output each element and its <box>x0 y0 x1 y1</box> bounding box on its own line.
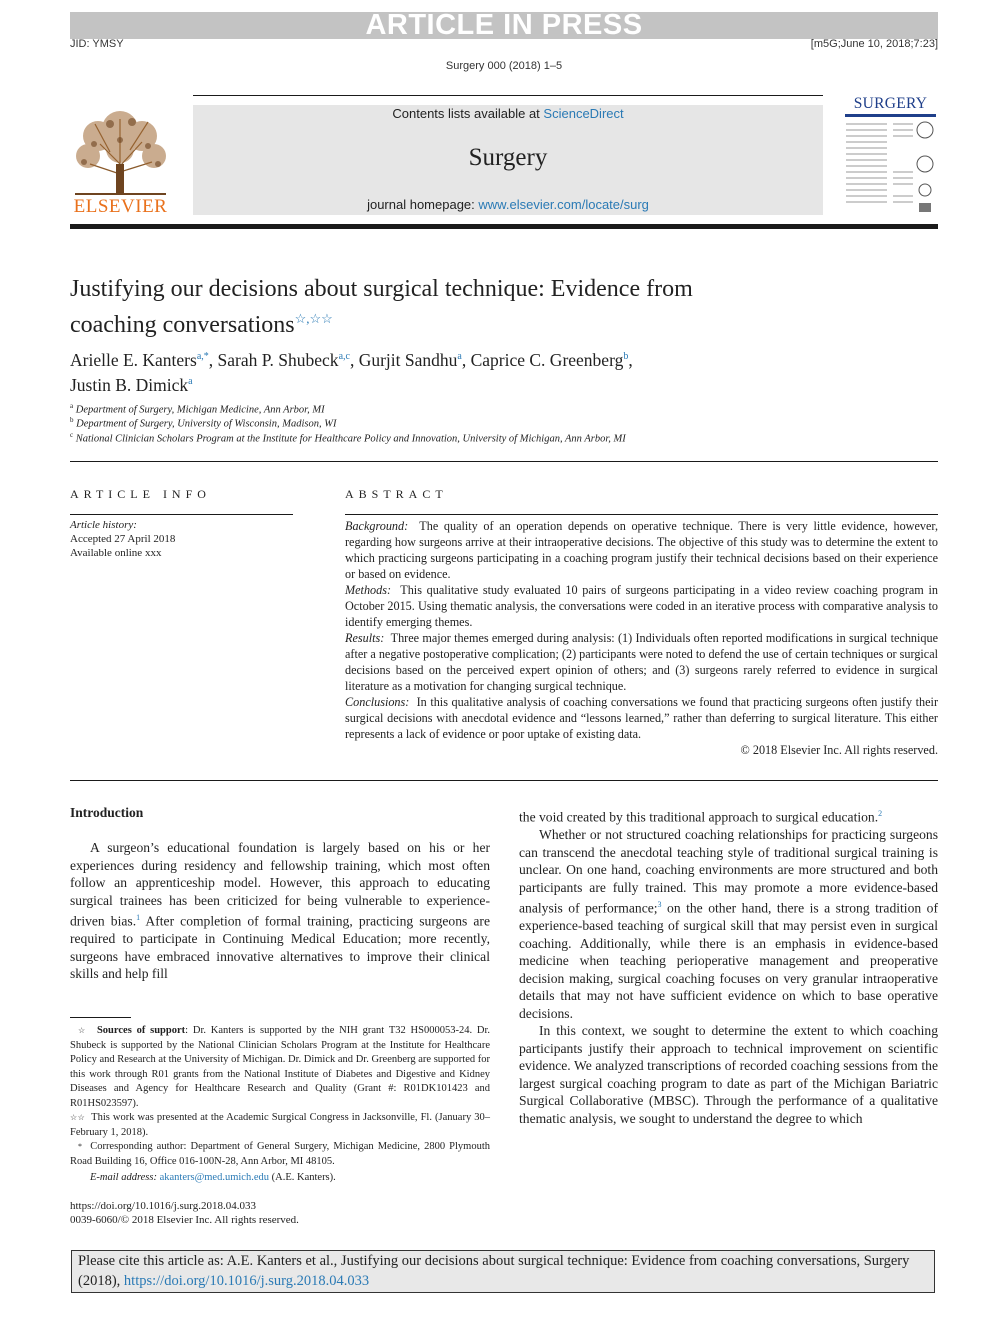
affiliation-text: Department of Surgery, Michigan Medicine, Ann Arbor, MI <box>75 404 325 416</box>
paragraph <box>519 826 938 1022</box>
cover-contents-icon <box>843 112 938 214</box>
abstract-text: Three major themes emerged during analysis: (1) Individuals often reported modifications in surgical technique after a negative postoperative complication; (2) participants were noted to defend the use of certain techniques or surgical decisions based on the perceived expert opinion of others; and (3) surgeons rarely referred to evidence in surgical literature as a motivation for changing surgical technique. <box>345 631 939 693</box>
abstract-methods <box>345 582 938 630</box>
article-title <box>70 274 830 340</box>
article-history <box>70 518 175 560</box>
abstract-background <box>345 518 938 582</box>
author-name: Justin B. Dimick <box>70 374 189 395</box>
footnote-text: : Dr. Kanters is supported by the NIH grant T32 HS000053-24. Dr. Shubeck is supported by the National Clinician Scholars Program at the Institute for Healthcare Policy and Research at the University of Michigan. Dr. Dimick and Dr. Greenberg are supported for this work through R01 grants from the National Institute of Diabetes and Digestive and Kidney Diseases and Agency for Healthcare Research and Quality (Grant #: R01DK101423 and R01HS023597). <box>70 1025 491 1109</box>
title-line-2 <box>70 304 830 340</box>
paragraph-text: After completion of formal training, practicing surgeons are required to participate in Continuing Medical Education; more recently, surgeons have embraced innovative alternatives to improve their clinical skills and help fill <box>70 913 490 982</box>
email-link[interactable]: akanters@med.umich.edu <box>159 1172 269 1183</box>
author-separator: , <box>628 349 633 370</box>
author-name: Arielle E. Kanters <box>70 349 197 370</box>
citation-doi-link[interactable]: https://doi.org/10.1016/j.surg.2018.04.033 <box>123 1273 370 1289</box>
author-name: Caprice C. Greenberg <box>470 349 624 370</box>
article-info-heading: ARTICLE INFO <box>70 487 211 501</box>
homepage-prefix: journal homepage: <box>367 197 475 212</box>
elsevier-tree-icon <box>70 104 171 196</box>
elsevier-logo <box>70 104 171 216</box>
footnote-presented <box>70 1111 490 1140</box>
homepage-line <box>193 197 823 212</box>
abstract-divider <box>70 780 938 781</box>
affiliation <box>70 416 336 430</box>
footnote-mark: * <box>78 1142 82 1151</box>
reference-link[interactable]: 1 <box>136 913 141 922</box>
author-name: Gurjit Sandhu <box>358 349 458 370</box>
journal-cover-thumbnail <box>843 96 938 216</box>
contents-line <box>193 106 823 121</box>
reference-link[interactable]: 2 <box>878 809 883 818</box>
author-affil-sup[interactable]: b <box>623 351 629 362</box>
footnote-mark: ☆☆ <box>70 1113 86 1122</box>
abstract-body <box>345 518 938 758</box>
contents-prefix: Contents lists available at <box>392 106 540 121</box>
date-stamp: [m5G;June 10, 2018;7:23] <box>810 38 938 50</box>
footnote-label: Sources of support <box>96 1025 186 1036</box>
footnote-text: This work was presented at the Academic Surgical Congress in Jacksonville, Fl. (January 30–February 1, 2018). <box>70 1112 491 1138</box>
journal-reference[interactable]: Surgery 000 (2018) 1–5 <box>445 60 563 72</box>
masthead-bottom-rule <box>70 224 938 229</box>
journal-name: Surgery <box>468 144 548 171</box>
article-in-press-banner: ARTICLE IN PRESS <box>70 12 938 39</box>
paragraph <box>519 805 938 826</box>
cover-title: SURGERY <box>853 95 928 112</box>
introduction-heading: Introduction <box>70 805 144 820</box>
author-separator: , <box>349 349 359 370</box>
abstract-copyright: © 2018 Elsevier Inc. All rights reserved. <box>740 743 938 757</box>
title-footnote-marks[interactable]: ☆,☆☆ <box>294 311 333 326</box>
affiliation-sup: b <box>70 416 74 424</box>
left-column-text <box>70 839 490 983</box>
footnote-support <box>70 1024 490 1111</box>
article-info-rule <box>70 514 293 515</box>
affiliation-text: National Clinician Scholars Program at the Institute for Healthcare Policy and Innovation, University of Michigan, Ann Arbor, MI <box>75 433 626 445</box>
sciencedirect-link[interactable]: ScienceDirect <box>543 106 624 121</box>
abstract-text: The quality of an operation depends on operative technique. There is very little evidence, however, regarding how surgeons arrive at their intraoperative decisions. The objective of this study was to determine the extent to which practicing surgeons participating in a coaching program justify their technical decisions based on their experience or based on evidence. <box>345 519 938 581</box>
paragraph-text: on the other hand, there is a strong tradition of experience-based teaching of surgical skill that may persist even in surgical coaching. Additionally, while there is an emphasis in evidence-based medicine when teaching perioperative management and preoperative decision making, surgical coaching focuses on very granular intraoperative details that may not have sufficient evidence on which to base operative decisions. <box>519 900 938 1021</box>
author-affil-sup[interactable]: a,* <box>196 351 209 362</box>
affiliation-sup: a <box>70 402 74 410</box>
affiliation <box>70 402 325 416</box>
history-label: Article history: <box>70 519 137 531</box>
author-affil-sup[interactable]: a <box>188 375 193 387</box>
citation-text: Please cite this article as: A.E. Kanters et al., Justifying our decisions about surgical technique: Evidence from coaching conversations, Surgery (2018), <box>78 1253 910 1289</box>
masthead-top-rule <box>193 95 823 96</box>
homepage-link[interactable]: www.elsevier.com/locate/surg <box>478 197 649 212</box>
abstract-heading: ABSTRACT <box>345 487 448 501</box>
title-line-2-text: coaching conversations <box>70 312 295 338</box>
abstract-label: Results: <box>345 631 385 645</box>
author-name: Sarah P. Shubeck <box>217 349 339 370</box>
author-separator: , <box>461 349 471 370</box>
abstract-conclusions <box>345 694 938 742</box>
affiliation-text: Department of Surgery, University of Wisconsin, Madison, WI <box>76 418 337 430</box>
abstract-label: Methods: <box>345 583 392 597</box>
elsevier-wordmark: ELSEVIER <box>73 196 168 217</box>
doi-link[interactable]: https://doi.org/10.1016/j.surg.2018.04.033 <box>70 1200 256 1212</box>
header-divider <box>70 461 938 462</box>
right-column-text <box>519 805 938 1127</box>
author-affil-sup[interactable]: a <box>457 351 462 362</box>
footnote-email <box>70 1171 490 1186</box>
issn-line: 0039-6060/© 2018 Elsevier Inc. All rights reserved. <box>70 1214 299 1226</box>
paragraph: In this context, we sought to determine the extent to which coaching participants justify their approach to technical improvement on scientific evidence. We analyzed transcriptions of recorded coaching sessions from the largest surgical coaching program to date as part of the Michigan Bariatric Surgical Collaborative (MBSC). Through the performance of a qualitative thematic analysis, we sought to understand the degree to which <box>519 1023 938 1126</box>
jid-label: JID: YMSY <box>70 38 124 50</box>
paragraph-text: A surgeon’s educational foundation is largely based on his or her experiences during residency and fellowship training, which most often follow an apprenticeship model. However, this approach to educating surgical trainees has been criticized for being vulnerable to experience-driven bias. <box>70 840 490 929</box>
paragraph <box>70 839 490 983</box>
email-suffix: (A.E. Kanters). <box>271 1172 336 1183</box>
abstract-text: In this qualitative analysis of coaching conversations we found that practicing surgeons often justify their surgical decisions with anecdotal evidence and “lessons learned,” rather than deferring to surgical literature. This either represents a lack of evidence or poor uptake of existing data. <box>345 695 939 741</box>
footnote-mark: ☆ <box>78 1026 88 1035</box>
affiliation-sup: c <box>70 431 74 439</box>
abstract-results <box>345 630 938 694</box>
email-label: E-mail address: <box>90 1172 157 1183</box>
abstract-text: This qualitative study evaluated 10 pairs of surgeons participating in a video review coaching program in October 2015. Using thematic analysis, the conversations were coded in an iterative process with comparative analysis to identify emerging themes. <box>345 583 938 629</box>
paragraph-text: the void created by this traditional approach to surgical education. <box>519 809 879 825</box>
abstract-label: Conclusions: <box>345 695 410 709</box>
accepted-date: Accepted 27 April 2018 <box>70 533 176 545</box>
reference-link[interactable]: 3 <box>657 900 662 910</box>
author-list <box>70 346 830 396</box>
footnote-corresponding <box>70 1140 490 1169</box>
affiliation <box>70 431 626 445</box>
footnote-text: Corresponding author: Department of General Surgery, Michigan Medicine, 2800 Plymouth Road Building 16, Office 016-100N-28, Ann Arbor, MI 48105. <box>70 1141 491 1167</box>
author-separator: , <box>208 349 218 370</box>
footnote-rule <box>70 1017 131 1018</box>
paragraph-text: Whether or not structured coaching relationships for practicing surgeons can transcend the anecdotal teaching style of traditional surgical training is unclear. On one hand, coaching environments are more structured and both participants are fully trained. This may promote a more evidence-based analysis of performance; <box>519 827 938 916</box>
citation-box <box>71 1250 935 1293</box>
title-line-1: Justifying our decisions about surgical technique: Evidence from <box>70 276 693 302</box>
footnotes <box>70 1024 490 1186</box>
abstract-rule <box>345 514 938 515</box>
available-online: Available online xxx <box>70 547 162 559</box>
author-affil-sup[interactable]: a,c <box>338 351 350 362</box>
abstract-label: Background: <box>345 519 409 533</box>
